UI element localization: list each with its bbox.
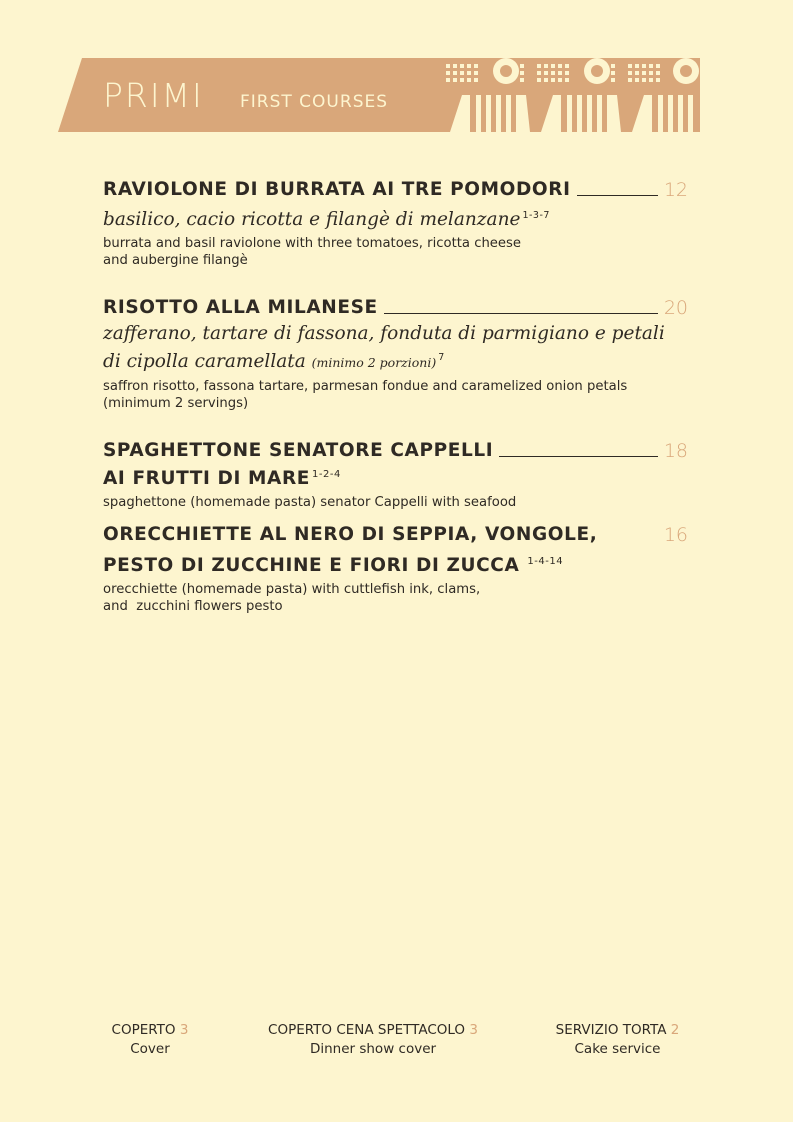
item-name-line2: AI FRUTTI DI MARE (103, 468, 311, 490)
dotted-leader (384, 313, 658, 314)
menu-item (103, 439, 688, 511)
footer-cake-service: SERVIZIO TORTA 2 Cake service (555, 1022, 680, 1057)
item-description-italian: basilico, cacio ricotta e filangè di melanzane $^{1-3-7}$ (103, 209, 550, 231)
item-name: SPAGHETTONE SENATORE CAPPELLI (103, 440, 494, 461)
footer-cover: COPERTO 3 Cover (111, 1022, 189, 1057)
allergen-codes: 7 (438, 352, 445, 363)
item-price: 20 (663, 297, 688, 319)
item-name: RISOTTO ALLA MILANESE (103, 297, 378, 318)
dotted-leader (577, 195, 658, 196)
item-description-english: orecchiette (homemade pasta) with cuttlefish ink, clams, and zucchini flowers pesto (103, 582, 481, 615)
item-price: 16 (663, 524, 688, 546)
menu-item (103, 178, 688, 269)
item-description-english: spaghettone (homemade pasta) senator Cappelli with seafood (103, 495, 517, 511)
item-description-italian: zafferano, tartare di fassona, fonduta di parmigiano e petali di cipolla caramellata (minimo 2 porzioni) $^7$ (103, 323, 665, 373)
item-description-english: saffron risotto, fassona tartare, parmesan fondue and caramelized onion petals (minimum 2 servings) (103, 379, 628, 412)
section-subtitle: FIRST COURSES (240, 92, 389, 112)
item-note: (minimo 2 porzioni) (311, 355, 437, 371)
item-name: RAVIOLONE DI BURRATA AI TRE POMODORI (103, 179, 571, 200)
banner-decoration (0, 0, 793, 140)
item-name: ORECCHIETTE AL NERO DI SEPPIA, VONGOLE, (103, 524, 598, 545)
allergen-codes: 1-4-14 (527, 556, 564, 567)
allergen-codes: 1-2-4 (312, 469, 341, 480)
menu-item (103, 523, 688, 615)
item-description-english: burrata and basil raviolone with three tomatoes, ricotta cheese and aubergine filangè (103, 236, 522, 269)
section-title: PRIMI (103, 76, 204, 115)
item-price: 18 (663, 440, 688, 462)
footer-show-cover: COPERTO CENA SPETTACOLO 3 Dinner show cover (268, 1022, 478, 1057)
allergen-codes: 1-3-7 (522, 210, 550, 221)
item-name-line2: PESTO DI ZUCCHINE E FIORI DI ZUCCA (103, 555, 520, 577)
dotted-leader (499, 456, 658, 457)
menu-item (103, 296, 688, 412)
item-price: 12 (663, 179, 688, 201)
